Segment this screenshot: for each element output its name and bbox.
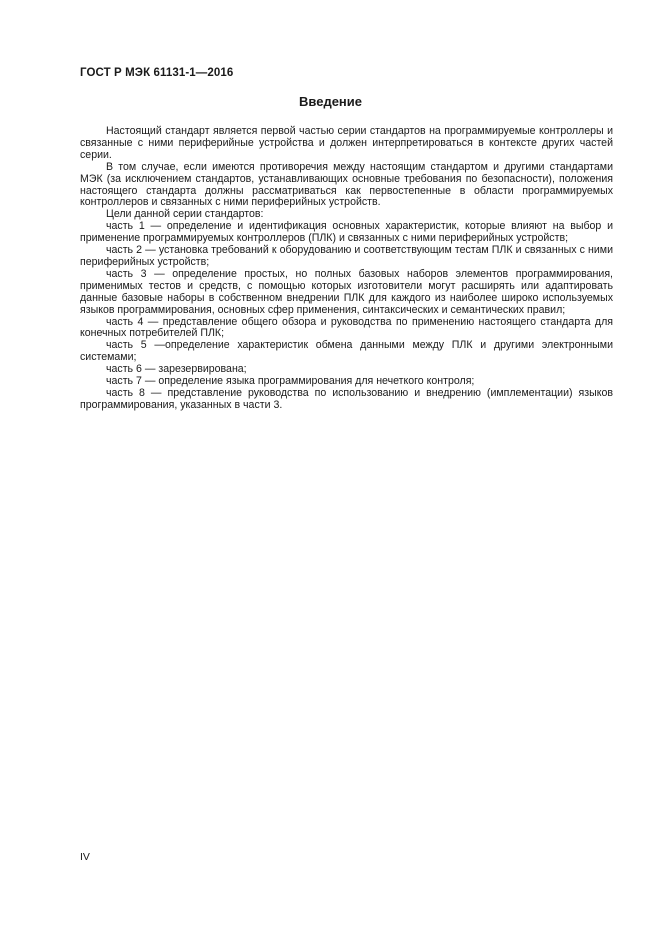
paragraph-part-6: часть 6 — зарезервирована; (106, 363, 247, 376)
page-number: IV (80, 851, 90, 863)
paragraph-part-1: часть 1 — определение и идентификация основных характеристик, которые влияют на выбор и применение программируемых контроллеров (ПЛК) и связанных с ними периферийных устройств; (80, 220, 613, 245)
paragraph-conflicts: В том случае, если имеются противоречия между настоящим стандартом и другими стандартами МЭК (за исключением стандартов, устанавливающих основные требования по безопасности), положения настоящего стандарта должны рассматриваться как первостепенные в области программируемых контроллеров и связанных с ними периферийных устройств. (80, 160, 613, 209)
document-header: ГОСТ Р МЭК 61131-1—2016 (80, 67, 234, 79)
paragraph-part-4: часть 4 — представление общего обзора и руководства по применению настоящего стандарта для конечных потребителей ПЛК; (80, 315, 613, 340)
paragraph-part-7: часть 7 — определение языка программирования для нечеткого контроля; (106, 375, 475, 388)
paragraph-part-8: часть 8 — представление руководства по использованию и внедрению (имплементации) языков программирования, указанных в части 3. (80, 386, 613, 411)
paragraph-part-5: часть 5 —определение характеристик обмена данными между ПЛК и другими электронными системами; (80, 339, 613, 364)
paragraph-intro: Настоящий стандарт является первой частью серии стандартов на программируемые контроллеры и связанные с ними периферийные устройства и должен интерпретироваться в контексте других частей серии. (80, 125, 613, 161)
paragraph-part-2: часть 2 — установка требований к оборудованию и соответствующим тестам ПЛК и связанных с ними периферийных устройств; (80, 244, 613, 268)
section-title: Введение (299, 94, 362, 109)
paragraph-goals: Цели данной серии стандартов: (106, 208, 264, 221)
paragraph-part-3: часть 3 — определение простых, но полных базовых наборов элементов программирования, применимых тестов и средств, с помощью которых изготовители могут расширять или адаптировать данные базовые наборы в собственном внедрении ПЛК для каждого из наиболее широко используемых языков программирования, основных сфер применения, синтаксических и семантических правил; (80, 267, 613, 316)
body-text (80, 126, 613, 412)
